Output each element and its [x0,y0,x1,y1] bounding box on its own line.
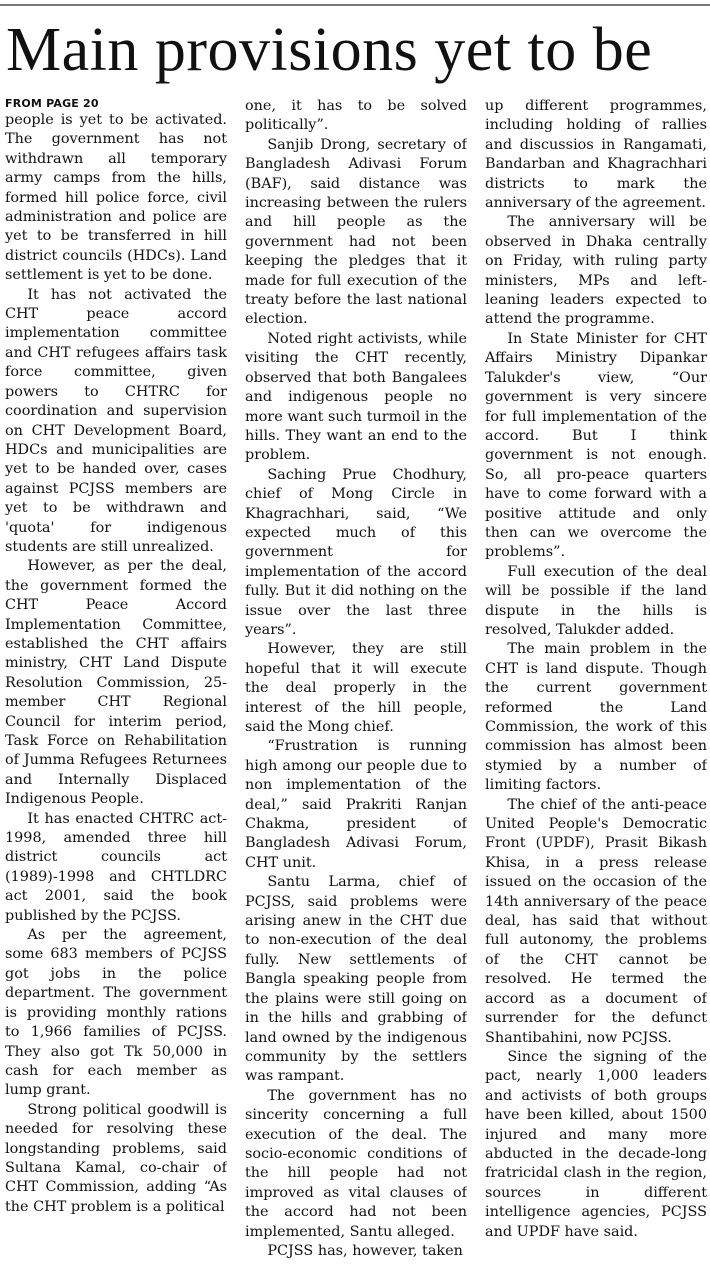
article-column-2 [245,97,467,1267]
paragraph: Since the signing of the pact, nearly 1,000 leaders and activists of both groups have been killed, about 1500 injured and many more abducted in the decade-long fratricidal clash in the region, sources in different intelligence agencies, PCJSS and UPDF have said. [485,1048,707,1240]
paragraph: However, they are still hopeful that it will execute the deal properly in the interest of the hill people, said the Mong chief. [245,641,467,735]
paragraph: people is yet to be activated. The government has not withdrawn all temporary army camps from the hills, formed hill police force, civil administration and police are yet to be transferred in hill district councils (HDCs). Land settlement is yet to be done. [5,112,227,284]
paragraph: It has not activated the CHT peace accord implementation committee and CHT refugees affairs task force committee, given powers to CHTRC for coordination and supervision on CHT Development Board, HDCs and municipalities are yet to be handed over, cases against PCJSS members are yet to be withdrawn and 'quota' for indigenous students are still unrealized. [5,286,227,555]
top-rule [0,4,710,6]
paragraph: The main problem in the CHT is land dispute. Though the current government reformed the Land Commission, the work of this commission has almost been stymied by a number of limiting factors. [485,641,707,794]
paragraph: The chief of the anti-peace United People's Democratic Front (UPDF), Prasit Bikash Khisa, in a press release issued on the occasion of the 14th anniversary of the peace deal, has said that without full autonomy, the problems of the CHT cannot be resolved. He termed the accord as a document of surrender for the defunct Shantibahini, now PCJSS. [485,796,707,1046]
paragraph: However, as per the deal, the government formed the CHT Peace Accord Implementation Committee, established the CHT affairs ministry, CHT Land Dispute Resolution Commission, 25-member CHT Regional Council for interim period, Task Force on Rehabilitation of Jumma Refugees Returnees and Internally Displaced Indigenous People. [5,558,227,808]
paragraph: The government has no sincerity concerning a full execution of the deal. The socio-economic conditions of the hill people had not improved as vital clauses of the accord had not been implemented, Santu alleged. [245,1087,467,1240]
headline: Main provisions yet to be [6,16,653,84]
paragraph: up different programmes, including holding of rallies and discussios in Rangamati, Bandarban and Khagrachhari districts to mark the anniversary of the agreement. [485,98,707,212]
paragraph: Saching Prue Chodhury, chief of Mong Circle in Khagrachhari, said, “We expected much of this government for implementation of the accord fully. But it did nothing on the issue over the last three years”. [245,466,467,638]
paragraph: Strong political goodwill is needed for resolving these longstanding problems, said Sultana Kamal, co-chair of CHT Commission, adding “As the CHT problem is a political [5,1101,227,1215]
jump-kicker: FROM PAGE 20 [5,97,99,110]
paragraph: “Frustration is running high among our people due to non implementation of the deal,” said Prakriti Ranjan Chakma, president of Bangladesh Adivasi Forum, CHT unit. [245,738,467,871]
paragraph: one, it has to be solved politically”. [245,98,467,134]
paragraph: In State Minister for CHT Affairs Ministry Dipankar Talukder's view, “Our government is very sincere for full implementation of the accord. But I think government is not enough. So, all pro-peace quarters have to come forward with a positive attitude and only then can we overcome the problems”. [485,330,707,561]
paragraph: Full execution of the deal will be possible if the land dispute in the hills is resolved, Talukder added. [485,563,707,638]
paragraph: Noted right activists, while visiting the CHT recently, observed that both Bangalees and indigenous people no more want such turmoil in the hills. They want an end to the problem. [245,330,467,464]
paragraph: The anniversary will be observed in Dhaka centrally on Friday, with ruling party ministers, MPs and left-leaning leaders expected to attend the programme. [485,214,707,328]
paragraph: As per the agreement, some 683 members of PCJSS got jobs in the police department. The government is providing monthly rations to 1,966 families of PCJSS. They also got Tk 50,000 in cash for each member as lump grant. [5,927,227,1099]
article-column-3 [485,97,707,1267]
article-column-1 [5,97,227,1267]
paragraph: It has enacted CHTRC act-1998, amended three hill district councils act (1989)-1998 and CHTLDRC act 2001, said the book published by the PCJSS. [5,810,227,924]
paragraph: Sanjib Drong, secretary of Bangladesh Adivasi Forum (BAF), said distance was increasing between the rulers and hill people as the government had not been keeping the pledges that it made for full execution of the treaty before the last national election. [245,136,467,328]
paragraph: Santu Larma, chief of PCJSS, said problems were arising anew in the CHT due to non-execution of the deal fully. New settlements of Bangla speaking people from the plains were still going on in the hills and grabbing of land owned by the indigenous community by the settlers was rampant. [245,874,467,1085]
paragraph: PCJSS has, however, taken [267,1242,463,1259]
